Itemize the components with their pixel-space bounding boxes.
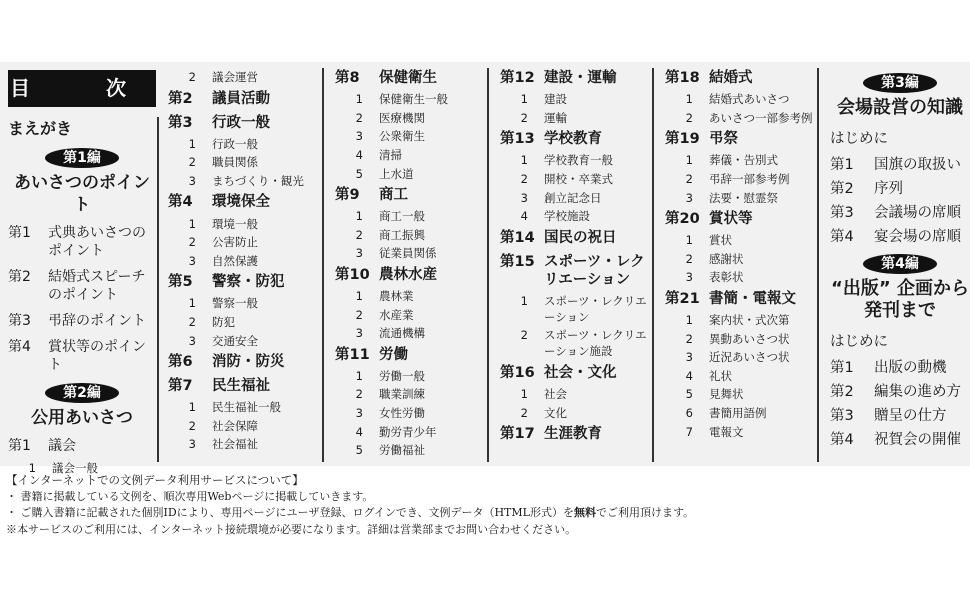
section-title: 公害防止 (212, 235, 258, 250)
section-item (335, 422, 495, 441)
part-badge-label: 第4編 (863, 254, 937, 274)
section-number: 1 (520, 293, 528, 308)
section-title: 文化 (544, 405, 567, 420)
section-number: 2 (685, 251, 693, 266)
section-number: 1 (355, 289, 363, 304)
section-number: 3 (188, 437, 196, 452)
section-number: 1 (28, 461, 36, 476)
section-title: 感謝状 (709, 251, 744, 266)
section-item (168, 135, 328, 154)
section-item (500, 188, 650, 207)
chapter-title: 祝賀会の開催 (874, 432, 961, 448)
chapter-number: 第10 (335, 266, 370, 283)
toc-column-5 (665, 66, 815, 441)
section-item (335, 146, 495, 165)
chapter-title: 書簡・電報文 (709, 290, 796, 307)
chapter-number: 第4 (8, 339, 31, 355)
section-number: 1 (188, 296, 196, 311)
section-title: 礼状 (709, 368, 732, 383)
section-title: 葬儀・告別式 (709, 153, 778, 168)
toc-column-1 (8, 66, 156, 478)
chapter-number: 第4 (168, 194, 193, 211)
section-item (168, 172, 328, 191)
section-title: 労働福祉 (379, 443, 425, 458)
chapter-title: 建設・運輸 (544, 70, 617, 86)
chapter-number: 第19 (665, 131, 700, 148)
section-number: 2 (520, 405, 528, 420)
section-number: 2 (188, 235, 196, 250)
chapter-number: 第14 (500, 229, 535, 246)
section-item (335, 385, 495, 404)
section-number: 3 (188, 174, 196, 189)
section-title: 近況あいさつ状 (709, 350, 790, 365)
section-number: 3 (355, 406, 363, 421)
section-number: 2 (188, 70, 196, 85)
section-item (500, 403, 650, 422)
chapter-title: 消防・防災 (212, 353, 285, 370)
chapter-title: 警察・防犯 (212, 274, 285, 291)
section-item (335, 441, 495, 460)
section-title: 議会一般 (52, 461, 98, 476)
section-item (665, 311, 815, 330)
section-number: 3 (685, 350, 693, 365)
section-number: 2 (685, 331, 693, 346)
section-item (665, 188, 815, 207)
chapter-title: 環境保全 (212, 194, 270, 211)
notice-line-1: ・ 書籍に掲載している文例を、順次専用Webページに掲載していきます。 (6, 489, 374, 503)
section-number: 4 (355, 424, 363, 439)
chapter-title: 学校教育 (544, 131, 602, 148)
section-title: 女性労働 (379, 406, 425, 421)
section-number: 1 (685, 313, 693, 328)
section-item (335, 164, 495, 183)
section-item (168, 398, 328, 417)
part-title: 会場設営の知識 (837, 97, 963, 118)
chapter-title: 結婚式スピーチのポイント (48, 269, 146, 303)
chapter-number: 第12 (500, 70, 535, 86)
chapter-number: 第1 (8, 438, 31, 454)
chapter-heading (500, 361, 650, 385)
section-item (665, 422, 815, 441)
chapter-heading (830, 404, 970, 428)
chapter-title: 序列 (874, 181, 903, 197)
part-badge-label: 第2編 (45, 383, 119, 403)
section-title: 労働一般 (379, 368, 425, 383)
chapter-title: 賞状等 (709, 210, 753, 227)
section-item (335, 324, 495, 343)
section-number: 3 (188, 253, 196, 268)
section-item (168, 233, 328, 252)
chapter-heading (830, 153, 970, 177)
chapter-heading (665, 127, 815, 151)
chapter-title: 式典あいさつのポイント (48, 225, 146, 259)
chapter-heading (830, 201, 970, 225)
chapter-heading (168, 270, 328, 294)
section-number: 3 (355, 129, 363, 144)
chapter-title: 農林水産 (379, 266, 437, 283)
column-divider (157, 117, 159, 462)
toc-column-6 (830, 68, 970, 452)
section-title: 学校施設 (544, 209, 590, 224)
chapter-title: 議会 (48, 438, 76, 454)
section-number: 1 (520, 92, 528, 107)
chapter-number: 第3 (8, 313, 31, 329)
chapter-number: 第3 (830, 205, 854, 221)
section-title: 運輸 (544, 110, 567, 125)
chapter-number: 第4 (830, 229, 854, 245)
section-number: 2 (685, 172, 693, 187)
section-title: 社会保障 (212, 418, 258, 433)
section-item (335, 90, 495, 109)
chapter-heading (335, 343, 495, 367)
chapter-heading (335, 183, 495, 207)
section-item (335, 207, 495, 226)
notice-heading: 【インターネットでの文例データ利用サービスについて】 (6, 473, 304, 487)
chapter-number: 第1 (830, 157, 854, 173)
chapter-title: 弔祭 (709, 131, 738, 148)
section-item (335, 305, 495, 324)
section-number: 1 (355, 92, 363, 107)
section-title: 弔辞一部参考例 (709, 172, 790, 187)
section-title: 従業員関係 (379, 246, 437, 261)
section-title: まちづくり・観光 (212, 174, 304, 189)
chapter-number: 第3 (168, 114, 193, 131)
section-title: あいさつ一部参考例 (709, 110, 813, 125)
section-item (500, 292, 650, 327)
section-title: 社会福祉 (212, 437, 258, 452)
chapter-title: 会議場の席順 (874, 205, 961, 221)
chapter-number: 第20 (665, 210, 700, 227)
section-title: 電報文 (709, 424, 744, 439)
section-title: 書簡用語例 (709, 406, 767, 421)
section-number: 5 (355, 443, 363, 458)
section-item (335, 367, 495, 386)
section-title: スポーツ・レクリエーション施設 (544, 328, 647, 359)
section-number: 2 (520, 110, 528, 125)
section-number: 5 (355, 166, 363, 181)
chapter-heading (830, 428, 970, 452)
section-title: 交通安全 (212, 333, 258, 348)
chapter-number: 第17 (500, 425, 535, 442)
section-number: 3 (685, 190, 693, 205)
section-number: 3 (685, 270, 693, 285)
chapter-number: 第3 (830, 408, 854, 424)
section-item (500, 90, 650, 109)
chapter-heading (830, 225, 970, 249)
chapter-number: 第1 (8, 225, 31, 241)
chapter-title: 宴会場の席順 (874, 229, 961, 245)
section-number: 2 (188, 315, 196, 330)
section-number: 1 (188, 216, 196, 231)
toc-column-3 (335, 66, 495, 460)
part-badge (8, 143, 156, 170)
section-number: 2 (355, 307, 363, 322)
chapter-number: 第2 (8, 269, 31, 285)
section-title: 異動あいさつ状 (709, 331, 790, 346)
section-number: 1 (520, 387, 528, 402)
section-title: 自然保護 (212, 253, 258, 268)
column-divider (817, 68, 819, 462)
section-item (665, 404, 815, 423)
section-title: 結婚式あいさつ (709, 92, 790, 107)
toc-entry: はじめに (830, 131, 888, 147)
chapter-heading (830, 177, 970, 201)
chapter-heading (8, 308, 156, 334)
chapter-heading (830, 356, 970, 380)
section-item (665, 231, 815, 250)
section-number: 5 (685, 387, 693, 402)
chapter-heading (168, 374, 328, 398)
section-item (168, 331, 328, 350)
chapter-title: 社会・文化 (544, 364, 617, 381)
chapter-number: 第1 (830, 360, 854, 376)
chapter-heading (500, 250, 650, 292)
section-title: 表彰状 (709, 270, 744, 285)
section-item (665, 151, 815, 170)
chapter-title: 国民の祝日 (544, 229, 617, 246)
chapter-title: 贈呈の仕方 (874, 408, 947, 424)
section-number: 2 (685, 110, 693, 125)
section-title: 民生福祉一般 (212, 400, 281, 415)
part-title: “出版” 企画から発刊まで (831, 278, 969, 321)
chapter-title: 編集の進め方 (874, 384, 961, 400)
section-item (665, 170, 815, 189)
section-item (500, 385, 650, 404)
section-title: 法要・慰霊祭 (709, 190, 778, 205)
chapter-heading (8, 264, 156, 308)
section-item (168, 153, 328, 172)
chapter-heading (335, 263, 495, 287)
toc-title: 目 次 (8, 70, 156, 107)
section-item (500, 207, 650, 226)
section-title: 職員関係 (212, 155, 258, 170)
section-item (500, 151, 650, 170)
chapter-heading (168, 87, 328, 111)
section-number: 6 (685, 406, 693, 421)
internet-service-notice (6, 472, 694, 538)
section-number: 1 (685, 153, 693, 168)
chapter-number: 第11 (335, 346, 370, 363)
toc-entry: まえがき (8, 119, 73, 138)
section-item (168, 417, 328, 436)
section-title: 議会運営 (212, 70, 258, 85)
section-number: 2 (520, 172, 528, 187)
notice-free-emphasis: 無料 (573, 506, 596, 519)
section-item (500, 109, 650, 128)
chapter-number: 第8 (335, 70, 360, 86)
section-number: 2 (355, 387, 363, 402)
section-number: 4 (520, 209, 528, 224)
chapter-heading (8, 334, 156, 378)
section-title: 流通機構 (379, 326, 425, 341)
section-item (335, 244, 495, 263)
chapter-number: 第2 (168, 90, 193, 107)
section-item (665, 268, 815, 287)
section-title: 水産業 (379, 307, 414, 322)
chapter-number: 第13 (500, 131, 535, 148)
section-item (335, 127, 495, 146)
section-number: 3 (188, 333, 196, 348)
section-title: 見舞状 (709, 387, 744, 402)
section-title: 上水道 (379, 166, 414, 181)
section-number: 2 (355, 227, 363, 242)
notice-line-2-text: ・ ご購入書籍に記載された個別IDにより、専用ページにユーザ登録、ログインでき、文例データ（HTML形式）を (6, 506, 574, 519)
section-title: 商工一般 (379, 209, 425, 224)
chapter-title: 生涯教育 (544, 425, 602, 442)
section-number: 1 (188, 400, 196, 415)
chapter-heading (665, 287, 815, 311)
part-badge (830, 249, 970, 276)
chapter-title: 保健衛生 (379, 70, 437, 86)
chapter-number: 第5 (168, 274, 193, 291)
section-title: 医療機関 (379, 110, 425, 125)
chapter-heading (8, 433, 156, 459)
section-title: 保健衛生一般 (379, 92, 448, 107)
section-number: 1 (355, 368, 363, 383)
column-divider (652, 68, 654, 462)
section-number: 1 (520, 153, 528, 168)
section-title: 環境一般 (212, 216, 258, 231)
section-number: 2 (520, 328, 528, 343)
section-item (335, 404, 495, 423)
chapter-heading (500, 422, 650, 446)
chapter-title: 賞状等のポイント (48, 339, 146, 373)
chapter-heading (168, 111, 328, 135)
section-item (168, 435, 328, 454)
section-number: 1 (188, 136, 196, 151)
section-item (665, 348, 815, 367)
chapter-heading (830, 380, 970, 404)
section-number: 1 (355, 209, 363, 224)
section-title: 賞状 (709, 233, 732, 248)
toc-column-2 (168, 68, 328, 454)
notice-line-2 (6, 505, 694, 522)
chapter-number: 第2 (830, 181, 854, 197)
chapter-title: 民生福祉 (212, 377, 270, 394)
part-badge-label: 第1編 (45, 148, 119, 168)
chapter-title: 労働 (379, 346, 408, 363)
chapter-heading (665, 66, 815, 90)
chapter-title: 国旗の取扱い (874, 157, 961, 173)
section-title: 開校・卒業式 (544, 172, 613, 187)
section-item (335, 287, 495, 306)
chapter-title: 議員活動 (212, 90, 270, 107)
section-item (335, 226, 495, 245)
notice-line-2-end: でご利用頂けます。 (595, 506, 695, 519)
chapter-number: 第9 (335, 186, 360, 203)
section-item (168, 313, 328, 332)
section-title: 行政一般 (212, 136, 258, 151)
section-number: 3 (355, 246, 363, 261)
section-number: 4 (355, 148, 363, 163)
section-number: 1 (685, 233, 693, 248)
section-title: スポーツ・レクリエーション (544, 293, 647, 324)
section-number: 2 (188, 155, 196, 170)
chapter-title: 行政一般 (212, 114, 270, 131)
section-item (665, 385, 815, 404)
part-title: あいさつのポイント (14, 173, 150, 215)
section-item (335, 109, 495, 128)
chapter-title: 出版の動機 (874, 360, 947, 376)
section-item (500, 326, 650, 361)
chapter-heading (8, 220, 156, 264)
notice-footnote: ※本サービスのご利用には、インターネット接続環境が必要になります。詳細は営業部までお問い合わせください。 (6, 522, 577, 536)
chapter-number: 第4 (830, 432, 854, 448)
chapter-title: 商工 (379, 186, 408, 203)
chapter-number: 第18 (665, 70, 700, 86)
chapter-heading (500, 127, 650, 151)
chapter-number: 第2 (830, 384, 854, 400)
section-title: 案内状・式次第 (709, 313, 790, 328)
section-title: 職業訓練 (379, 387, 425, 402)
section-item (665, 329, 815, 348)
section-title: 学校教育一般 (544, 153, 613, 168)
section-title: 防犯 (212, 315, 235, 330)
section-title: 商工振興 (379, 227, 425, 242)
section-number: 3 (520, 190, 528, 205)
part-badge (830, 68, 970, 95)
chapter-number: 第7 (168, 377, 193, 394)
toc-column-4 (500, 66, 650, 446)
chapter-heading (500, 66, 650, 90)
section-number: 1 (685, 92, 693, 107)
chapter-title: 弔辞のポイント (48, 313, 146, 329)
section-item (168, 294, 328, 313)
section-item (665, 109, 815, 128)
section-item (168, 68, 328, 87)
section-number: 4 (685, 368, 693, 383)
chapter-title: スポーツ・レクリエーション (544, 253, 645, 288)
section-item (168, 214, 328, 233)
chapter-number: 第21 (665, 290, 700, 307)
section-item (665, 90, 815, 109)
chapter-heading (665, 207, 815, 231)
section-number: 3 (355, 326, 363, 341)
chapter-heading (500, 226, 650, 250)
section-item (168, 252, 328, 271)
chapter-heading (168, 350, 328, 374)
chapter-number: 第15 (500, 253, 535, 270)
section-item (500, 170, 650, 189)
chapter-heading (168, 190, 328, 214)
chapter-title: 結婚式 (709, 70, 753, 86)
section-title: 社会 (544, 387, 567, 402)
section-title: 警察一般 (212, 296, 258, 311)
chapter-number: 第16 (500, 364, 535, 381)
section-title: 創立記念日 (544, 190, 602, 205)
chapter-number: 第6 (168, 353, 193, 370)
part-title: 公用あいさつ (31, 408, 133, 428)
part-badge-label: 第3編 (863, 73, 937, 93)
section-title: 公衆衛生 (379, 129, 425, 144)
chapter-heading (335, 66, 495, 90)
section-number: 2 (355, 110, 363, 125)
section-number: 7 (685, 424, 693, 439)
section-item (665, 367, 815, 386)
section-item (665, 250, 815, 269)
section-number: 2 (188, 418, 196, 433)
section-title: 清掃 (379, 148, 402, 163)
section-title: 建設 (544, 92, 567, 107)
toc-entry: はじめに (830, 334, 888, 350)
section-title: 勤労青少年 (379, 424, 437, 439)
part-badge (8, 378, 156, 405)
section-title: 農林業 (379, 289, 414, 304)
